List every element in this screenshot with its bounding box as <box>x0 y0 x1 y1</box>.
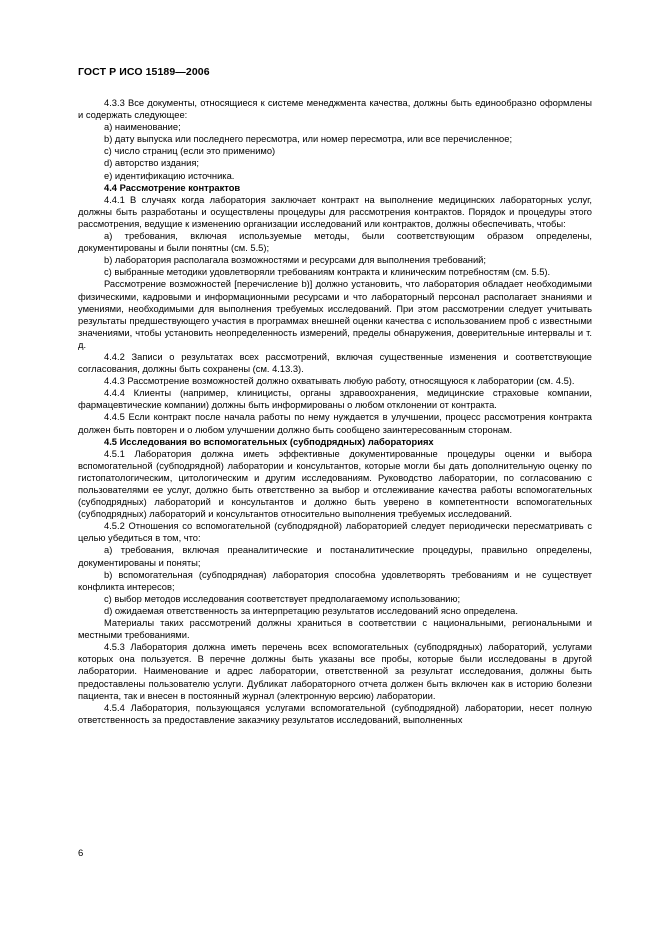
list-item: a) требования, включая преаналитические и постаналитические процедуры, правильно определены, документированы и поняты; <box>78 545 592 568</box>
paragraph: 4.5.2 Отношения со вспомогательной (субподрядной) лабораторией следует периодически пересматривать с целью убедиться в том, что: <box>78 521 592 544</box>
paragraph: 4.5.1 Лаборатория должна иметь эффективные документированные процедуры оценки и выбора вспомогательной (субподрядной) лаборатории и консультантов, которые могли бы дать дополнительную оценку по гистопатологическим, цитологическим и другим исследованиям. Руководство лаборатории, по согласованию с пользователями ее услуг, должно быть ответственно за выбор и отслеживание качества работы вспомогательных (субподрядных) лабораторий и консультантов и должно быть уверено в компетентности вспомогательных (субподрядных) лабораторий и консультантов относительно выполнения требуемых исследований. <box>78 448 592 520</box>
list-item: b) вспомогательная (субподрядная) лаборатория способна удовлетворять требованиям и не существует конфликта интересов; <box>78 569 592 592</box>
list-item: b) дату выпуска или последнего пересмотра, или номер пересмотра, или все перечисленное; <box>104 134 513 145</box>
paragraph: Материалы таких рассмотрений должны храниться в соответствии с национальными, региональными и местными требованиями. <box>78 618 592 641</box>
list-item: c) выбранные методики удовлетворяли требованиям контракта и клиническим потребностям (см. 5.5). <box>104 267 551 278</box>
list-item: a) наименование; <box>104 122 181 133</box>
paragraph: 4.5.3 Лаборатория должна иметь перечень всех вспомогательных (субподрядных) лабораторий, услугами которых она пользуется. В перечне должны быть указаны все пробы, которые были исследованы в другой лаборатории. Наименование и адрес лаборатории, ответственной за результат исследования, должны быть предоставлены пользователю услуги. Дубликат лабораторного отчета должен быть включен как в историю болезни пациента, так и внесен в постоянный журнал (электронную версию) лаборатории. <box>78 642 592 701</box>
paragraph: 4.5.4 Лаборатория, пользующаяся услугами вспомогательной (субподрядной) лаборатории, несет полную ответственность за предоставление заказчику результатов исследований, выполненных <box>78 702 592 725</box>
paragraph: 4.3.3 Все документы, относящиеся к системе менеджмента качества, должны быть единообразно оформлены и содержать следующее: <box>78 98 592 121</box>
list-item: c) число страниц (если это применимо) <box>104 146 276 157</box>
document-body <box>78 97 592 726</box>
list-item: a) требования, включая используемые методы, были соответствующим образом определены, документированы и были понятны (см. 5.5); <box>78 231 592 254</box>
paragraph: 4.4.5 Если контракт после начала работы по нему нуждается в улучшении, процесс рассмотрения контракта должен быть повторен и о любом улучшении должно быть сообщено заинтересованным сторонам. <box>78 412 592 435</box>
paragraph: 4.4.3 Рассмотрение возможностей должно охватывать любую работу, относящуюся к лаборатории (см. 4.5). <box>104 376 575 387</box>
paragraph: 4.4.2 Записи о результатах всех рассмотрений, включая существенные изменения и соответствующие согласования, должны быть сохранены (см. 4.13.3). <box>78 351 592 375</box>
list-item: c) выбор методов исследования соответствует предполагаемому использованию; <box>104 593 461 604</box>
document-header: ГОСТ Р ИСО 15189—2006 <box>78 66 210 78</box>
list-item: b) лаборатория располагала возможностями и ресурсами для выполнения требований; <box>104 255 486 266</box>
page-number: 6 <box>78 848 84 859</box>
list-item: e) идентификацию источника. <box>104 170 235 181</box>
list-item: d) авторство издания; <box>104 158 200 169</box>
paragraph: 4.4.4 Клиенты (например, клиницисты, органы здравоохранения, медицинские страховые компании, фармацевтические компании) должны быть информированы о любом отклонении от контракта. <box>78 388 592 411</box>
section-heading: 4.5 Исследования во вспомогательных (субподрядных) лабораториях <box>104 436 434 447</box>
section-heading: 4.4 Рассмотрение контрактов <box>104 182 241 193</box>
paragraph: Рассмотрение возможностей [перечисление b)] должно установить, что лаборатория обладает необходимыми физическими, кадровыми и информационными ресурсами и что лабораторный персонал располагает знаниями и умениями, необходимыми для выполнения требуемых исследований. При этом рассмотрении следует учитывать результаты предшествующего участия в программах внешней оценки качества с использованием проб с известными значениями, чтобы установить неопределенность измерений, пределы обнаружения, доверительные интервалы и т. д. <box>78 279 592 350</box>
paragraph: 4.4.1 В случаях когда лаборатория заключает контракт на выполнение медицинских лабораторных услуг, должны быть разработаны и осуществлены процедуры для рассмотрения контрактов. Порядок и процедуры этого рассмотрения, ведущие к изменению организации исследований или контрактов, должны обеспечивать, чтобы: <box>78 194 592 229</box>
list-item: d) ожидаемая ответственность за интерпретацию результатов исследований ясно определена. <box>104 605 518 616</box>
